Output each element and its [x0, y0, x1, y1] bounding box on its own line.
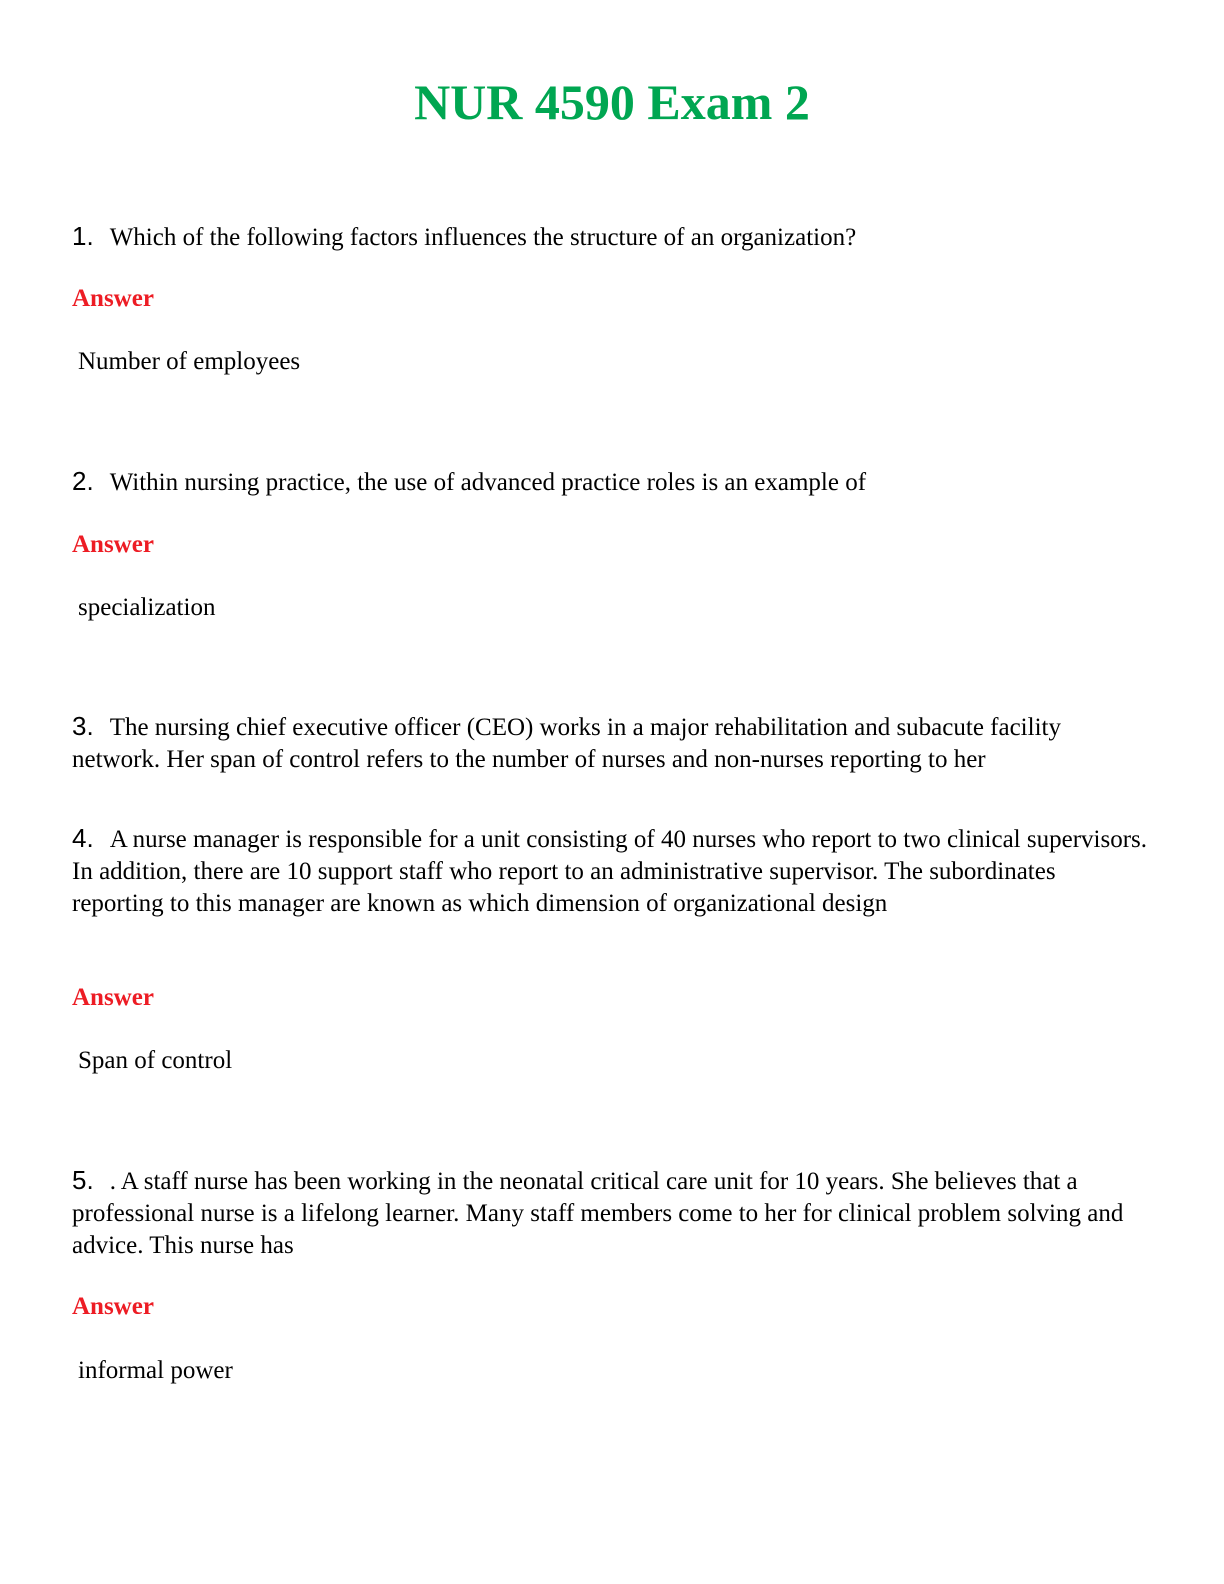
question-text: Which of the following factors influences the structure of an organization?	[109, 224, 857, 251]
answer-label: Answer	[72, 531, 154, 558]
question-1	[72, 220, 1147, 254]
question-number: 1.	[72, 221, 94, 251]
question-number: 5.	[72, 1165, 94, 1195]
question-2	[72, 465, 1147, 499]
answer-label: Answer	[72, 285, 154, 312]
document-title: NUR 4590 Exam 2	[414, 74, 810, 130]
question-4	[72, 822, 1147, 920]
question-text: . A staff nurse has been working in the neonatal critical care unit for 10 years. She believes that a professional nurse is a lifelong learner. Many staff members come to her for clinical problem solving and advice. This nurse has	[72, 1168, 1124, 1259]
question-number: 2.	[72, 466, 94, 496]
question-text: The nursing chief executive officer (CEO) works in a major rehabilitation and subacute facility network. Her span of control refers to the number of nurses and non-nurses reporting to her	[72, 714, 1061, 773]
question-3	[72, 710, 1147, 776]
answer-text: Span of control	[78, 1047, 233, 1074]
answer-text: informal power	[78, 1357, 233, 1384]
question-text: A nurse manager is responsible for a unit consisting of 40 nurses who report to two clinical supervisors. In addition, there are 10 support staff who report to an administrative supervisor. The subordinates reporting to this manager are known as which dimension of organizational design	[72, 826, 1147, 917]
question-number: 4.	[72, 823, 94, 853]
answer-text: Number of employees	[78, 348, 301, 375]
question-number: 3.	[72, 711, 94, 741]
question-text: Within nursing practice, the use of advanced practice roles is an example of	[109, 469, 867, 496]
answer-text: specialization	[78, 594, 216, 621]
answer-label: Answer	[72, 984, 154, 1011]
answer-label: Answer	[72, 1293, 154, 1320]
question-5	[72, 1164, 1147, 1262]
